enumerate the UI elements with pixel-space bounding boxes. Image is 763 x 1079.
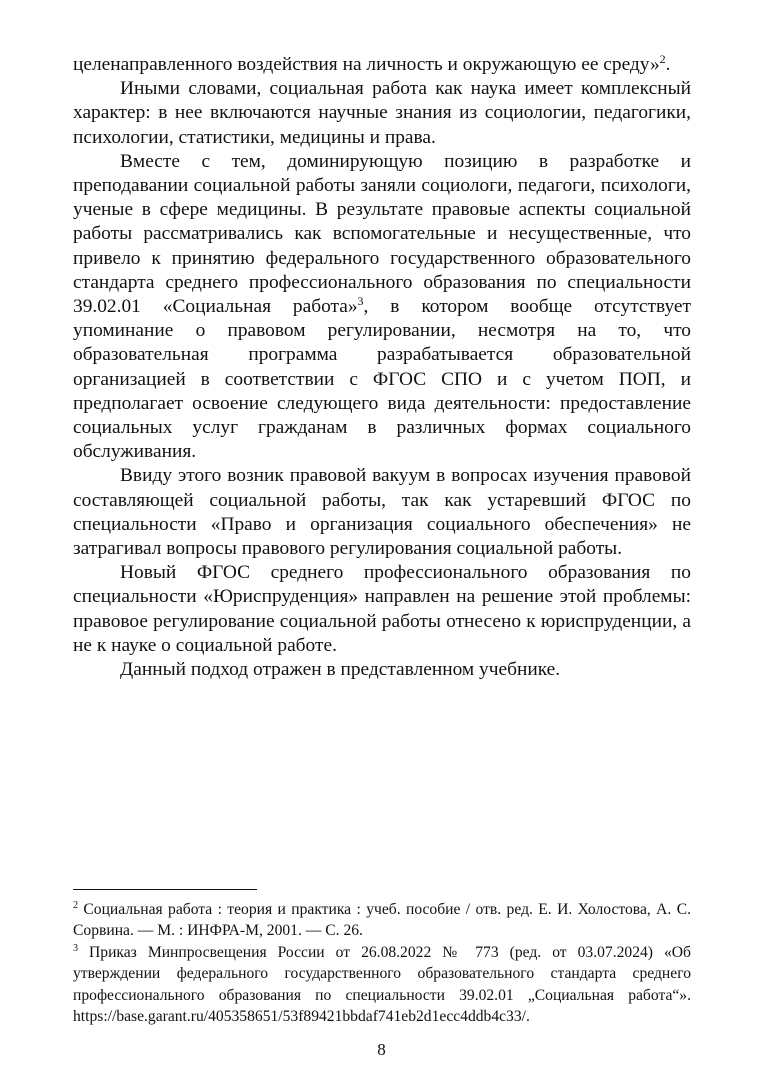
footnote-3-text: Приказ Минпросвещения России от 26.08.2022 № 773 (ред. от 03.07.2024) «Об утверждении федерального государственного образовательного стандарта среднего профессионального образования по специальности 39.02.01 „Социальная работа“». https://base.garant.ru/405358651/53f89421bbdaf741eb2d1ecc4ddb4c33/.: [73, 943, 691, 1026]
paragraph-3-text: Вместе с тем, доминирующую позицию в разработке и преподавании социальной работы заняли социологи, педагоги, психологи, ученые в сфере медицины. В результате правовые аспекты социальной работы рассматривались как вспомогательные и несущественные, что привело к принятию федерального государственного образовательного стандарта среднего профессионального образования по специальности 39.02.01 «Социальная работа»: [73, 150, 691, 318]
paragraph-4: Ввиду этого возник правовой вакуум в вопросах изучения правовой составляющей социальной работы, так как устаревший ФГОС по специальности «Право и организация социального обеспечения» не затрагивал вопросы правового регулирования социальной работы.: [73, 465, 691, 560]
footnote-2: [73, 899, 691, 942]
footnote-ref-3: 3: [357, 294, 364, 309]
footnote-3: [73, 942, 691, 1028]
footnote-3-marker: 3: [73, 942, 78, 954]
footnote-2-marker: 2: [73, 900, 78, 911]
paragraph-3: [73, 150, 691, 465]
paragraph-1: [73, 53, 691, 77]
paragraph-5: Новый ФГОС среднего профессионального образования по специальности «Юриспруденция» направлен на решение этой проблемы: правовое регулирование социальной работы отнесено к юриспруденции, а не к науке о социальной работе.: [73, 562, 691, 656]
paragraph-6: Данный подход отражен в представленном учебнике.: [120, 659, 561, 681]
page-number: 8: [377, 1040, 386, 1059]
footnotes: [73, 899, 691, 1027]
paragraph-2: Иными словами, социальная работа как наука имеет комплексный характер: в нее включаются научные знания из социологии, педагогики, психологии, статистики, медицины и права.: [73, 78, 691, 148]
paragraph-1-text: целенаправленного воздействия на личность и окружающую ее среду»: [73, 54, 660, 75]
footnote-separator: [73, 889, 257, 890]
main-text: [73, 53, 691, 682]
paragraph-3-tail: , в котором вообще отсутствует упоминание о правовом регулировании, несмотря на то, что образовательная программа разрабатывается образовательной организацией в соответствии с ФГОС СПО и с учетом ПОП, и предполагает освоение следующего вида деятельности: предоставление социальных услуг гражданам в различных формах социального обслуживания.: [73, 296, 691, 463]
footnote-2-text: Социальная работа : теория и практика : учеб. пособие / отв. ред. Е. И. Холостова, А. С. Сорвина. — М. : ИНФРА-М, 2001. — С. 26.: [73, 901, 691, 940]
paragraph-1-tail: .: [665, 54, 671, 75]
footnote-ref-2: 2: [659, 52, 666, 66]
